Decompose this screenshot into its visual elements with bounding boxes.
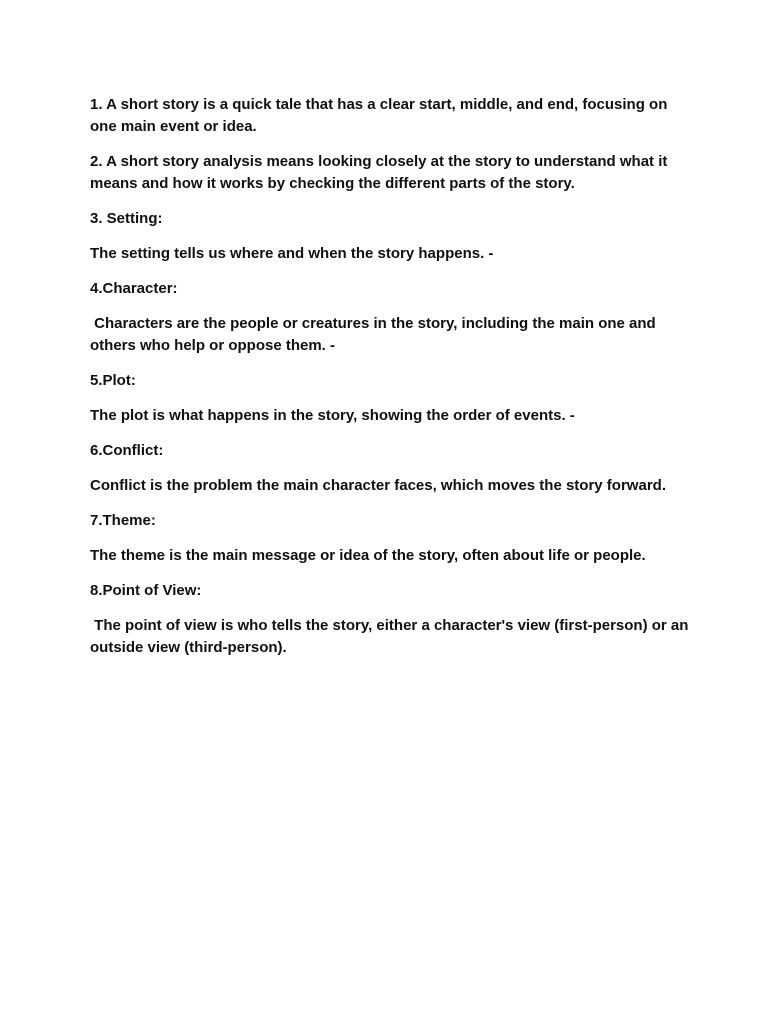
document-body: [90, 94, 693, 672]
paragraph-point-of-view: The point of view is who tells the story, either a character's view (first-person) or an outside view (third-person).: [90, 617, 693, 656]
paragraph-analysis: 2. A short story analysis means looking closely at the story to understand what it means and how it works by checking the different parts of the story.: [90, 153, 672, 192]
paragraph-theme: The theme is the main message or idea of the story, often about life or people.: [90, 547, 646, 564]
heading-plot: 5.Plot:: [90, 372, 136, 389]
heading-character: 4.Character:: [90, 280, 178, 297]
heading-point-of-view: 8.Point of View:: [90, 582, 202, 599]
paragraph-definition: 1. A short story is a quick tale that has a clear start, middle, and end, focusing on one main event or idea.: [90, 96, 672, 135]
paragraph-setting: The setting tells us where and when the story happens. -: [90, 245, 494, 262]
paragraph-character: Characters are the people or creatures in the story, including the main one and others who help or oppose them. -: [90, 315, 660, 354]
heading-theme: 7.Theme:: [90, 512, 156, 529]
paragraph-plot: The plot is what happens in the story, showing the order of events. -: [90, 407, 575, 424]
heading-setting: 3. Setting:: [90, 210, 163, 227]
paragraph-conflict: Conflict is the problem the main character faces, which moves the story forward.: [90, 477, 666, 494]
heading-conflict: 6.Conflict:: [90, 442, 164, 459]
